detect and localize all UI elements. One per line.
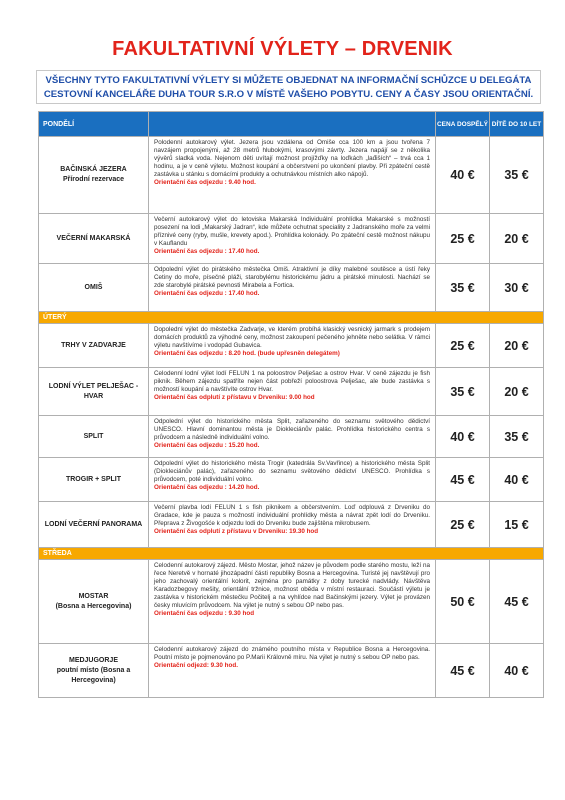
description-text: Odpolední výlet do historického města Split, zařazeného do seznamu světového dědictví UNESCO. Hlavní dominantou města je Diokleciánův palác. Prohlídka historického centra s průvodcem a následně individuální volno. — [154, 418, 430, 441]
price-adult: 45 € — [436, 458, 490, 502]
departure-time: Orientační čas odjezdu : 9.40 hod. — [154, 179, 256, 186]
description-text: Večerní autokarový výlet do letoviska Makarská Individuální prohlídka Makarské s možností posezení na lodi „Makarský Jadran“, kde můžete ochutnat speciality z Jadranského moře za velmi příznivé ceny (ryby, mušle, krevety apod.). Prohlídka kolonády. Po zpáteční cestě možnost nákupu v Kauflandu — [154, 216, 430, 247]
trip-title: OMIŠ — [84, 283, 103, 291]
trip-name — [39, 368, 149, 416]
trip-subtitle: Přírodní rezervace — [62, 176, 125, 183]
price-child: 20 € — [490, 368, 544, 416]
intro-line-1: VŠECHNY TYTO FAKULTATIVNÍ VÝLETY SI MŮŽETE OBJEDNAT NA INFORMAČNÍ SCHŮZCE U DELEGÁTA — [45, 75, 532, 86]
description-text: Celodenní lodní výlet lodí FELUN 1 na poloostrov Pelješac a ostrov Hvar. V ceně zájezdu je fish piknik. Během zájezdu spatříte nejen část pobřeží poloostrova Pelješac, ale bude zastávka s možností koupání a navštívíte ostrov Hvar. — [154, 370, 430, 393]
header-child: DÍTĚ DO 10 LET — [490, 112, 544, 137]
trip-description — [149, 560, 436, 644]
price-adult: 25 € — [436, 324, 490, 368]
departure-time: Orientační čas odjezdu : 17.40 hod. — [154, 290, 260, 297]
trip-name — [39, 264, 149, 312]
trip-title: MOSTAR — [78, 592, 109, 600]
description-text: Celodenní autokarový zájezd. Město Mostar, jehož název je původem podle starého mostu, leží na řece Neretvě v hornaté jihozápadní části republiky Bosna a Hercegovina. Turisté jej navštěvují pro jeho zachovalý orientální kolorit, zejména pro památky z doby turecké nadvlády. Návštěva Karadozbegovy mešity, orientální tržnice, možnost oběda v místní restauraci. Součástí výletu je zastávka v historickém městečku Počitelj a na vyhlídce nad Bačinskými jezery. Výlet je provázen česky mluvícím průvodcem. Na výlet je nutný s sebou OP nebo pas. — [154, 562, 430, 609]
trip-name — [39, 416, 149, 458]
price-adult: 35 € — [436, 368, 490, 416]
header-empty — [149, 112, 436, 137]
table-row — [39, 416, 544, 458]
trip-title: TRHY V ZADVARJE — [61, 341, 126, 349]
price-adult: 40 € — [436, 416, 490, 458]
header-day: PONDĚLÍ — [39, 112, 149, 137]
departure-time: Orientační čas odjezdu : 15.20 hod. — [154, 442, 260, 449]
departure-time: Orientační čas odplutí z přístavu v Drveniku: 19.30 hod — [154, 528, 319, 535]
trip-description — [149, 644, 436, 698]
description-text: Dopolední výlet do městečka Zadvarje, ve kterém probíhá klasický vesnický jarmark s prodejem domácích produktů za výhodné ceny, možnost zakoupení pečeného jehněte nebo selátka. V rámci výletu navštívíme i vodopád Gubavica. — [154, 326, 430, 349]
table-row — [39, 214, 544, 264]
trip-description — [149, 502, 436, 548]
description-text: Celodenní autokarový zájezd do známého poutního místa v Republice Bosna a Hercegovina. Poutní místo je pojmenováno po P.Marii Královně míru. Na výlet je nutný s sebou OP nebo pas. — [154, 646, 430, 661]
trip-description — [149, 137, 436, 214]
price-child: 45 € — [490, 560, 544, 644]
trip-description — [149, 368, 436, 416]
trip-name — [39, 560, 149, 644]
page-title: FAKULTATIVNÍ VÝLETY – DRVENIK — [112, 38, 453, 60]
trips-table — [38, 111, 544, 698]
table-row — [39, 137, 544, 214]
intro-line-2: CESTOVNÍ KANCELÁŘE DUHA TOUR S.R.O V MÍSTĚ VAŠEHO POBYTU. CENY A ČASY JSOU ORIENTAČNÍ. — [43, 88, 534, 100]
price-adult: 35 € — [436, 264, 490, 312]
description-text: Polodenní autokarový výlet. Jezera jsou vzdálena od Omiše cca 100 km a jsou tvořena 7 navzájem propojenými, až 28 metrů hlubokými, krasovými závrty. Jezera napájí se z několika vývěrů sladká voda. Nejenom děti uvítají možnost projížďky na loďkách „lađiších“ – trvá cca 1 hodinu, a je v ceně výletu. Možnost koupání a občerstvení po ukončení plavby. Při zpáteční cestě zastávka u stánku s domácími produkty a ochutnávkou místních alko nápojů. — [154, 139, 430, 178]
section-day: ÚTERÝ — [39, 312, 544, 324]
trip-title: VEČERNÍ MAKARSKÁ — [56, 234, 131, 242]
description-text: Večerní plavba lodí FELUN 1 s fish piknikem a občerstvením. Loď odplouvá z Drveniku do Gradace, kde je pauza s možností individuální prohlídky města a návrat zpět lodí do Drveniku. Přeprava z Živogošće k odjezdu lodi do Drveniku bude zajištěna mikrobusem. — [154, 504, 430, 527]
trip-description — [149, 416, 436, 458]
trip-title: LODNÍ VEČERNÍ PANORAMA — [44, 520, 143, 528]
trip-name — [39, 137, 149, 214]
price-child: 20 € — [490, 324, 544, 368]
price-child: 40 € — [490, 644, 544, 698]
price-child: 15 € — [490, 502, 544, 548]
departure-time: Orientační odjezd: 9.30 hod. — [154, 662, 238, 669]
price-child: 20 € — [490, 214, 544, 264]
price-adult: 45 € — [436, 644, 490, 698]
trip-name — [39, 324, 149, 368]
table-row — [39, 324, 544, 368]
table-row — [39, 644, 544, 698]
table-row — [39, 502, 544, 548]
price-child: 30 € — [490, 264, 544, 312]
description-text: Odpolední výlet do historického města Trogir (katedrála Sv.Vavřince) a historického města Split (Diokleciánův palác), zařazeného do seznamu světového dědictví UNESCO. Prohlídka s průvodcem, poté individuální volno. — [154, 460, 430, 483]
price-child: 35 € — [490, 416, 544, 458]
price-adult: 40 € — [436, 137, 490, 214]
trip-name — [39, 214, 149, 264]
trip-title: MEDJUGORJE — [68, 656, 118, 664]
price-adult: 50 € — [436, 560, 490, 644]
trip-name — [39, 644, 149, 698]
price-adult: 25 € — [436, 502, 490, 548]
trip-name — [39, 502, 149, 548]
price-adult: 25 € — [436, 214, 490, 264]
trip-description — [149, 214, 436, 264]
intro-box — [36, 70, 541, 104]
trip-title: LODNÍ VÝLET PELJEŠAC - HVAR — [48, 382, 139, 400]
table-row — [39, 368, 544, 416]
trip-description — [149, 458, 436, 502]
table-row — [39, 458, 544, 502]
trip-subtitle: poutní místo (Bosna a Hercegovina) — [56, 666, 131, 684]
description-text: Odpolední výlet do pirátského městečka Omiš. Atraktivní je díky malebné soutěsce a ústí řeky Cetiny do moře, písečné pláži, starobylému historickému jádru a pirátské minulosti. Nachází se zde starobylé pirátské pevnosti Mirabela a Fortica. — [154, 266, 430, 289]
table-header — [39, 112, 544, 137]
trip-description — [149, 264, 436, 312]
departure-time: Orientační čas odjezdu : 9.30 hod — [154, 610, 255, 617]
departure-time: Orientační čas odjezdu : 17.40 hod. — [154, 248, 260, 255]
section-header — [39, 312, 544, 324]
departure-time: Orientační čas odjezdu : 14.20 hod. — [154, 484, 260, 491]
trip-description — [149, 324, 436, 368]
table-row — [39, 264, 544, 312]
departure-time: Orientační čas odjezdu : 8.20 hod. (bude upřesněn delegátem) — [154, 350, 340, 357]
trip-title: SPLIT — [83, 432, 104, 440]
section-day: STŘEDA — [39, 548, 544, 560]
trip-title: TROGIR + SPLIT — [65, 475, 122, 483]
table-row — [39, 560, 544, 644]
section-header — [39, 548, 544, 560]
trip-title: BAČINSKÁ JEZERA — [60, 166, 127, 173]
header-adult: CENA DOSPĚLÝ — [436, 112, 490, 137]
price-child: 40 € — [490, 458, 544, 502]
price-child: 35 € — [490, 137, 544, 214]
departure-time: Orientační čas odplutí z přístavu v Drveniku: 9.00 hod — [154, 394, 315, 401]
trip-subtitle: (Bosna a Hercegovina) — [55, 602, 132, 610]
trip-name — [39, 458, 149, 502]
